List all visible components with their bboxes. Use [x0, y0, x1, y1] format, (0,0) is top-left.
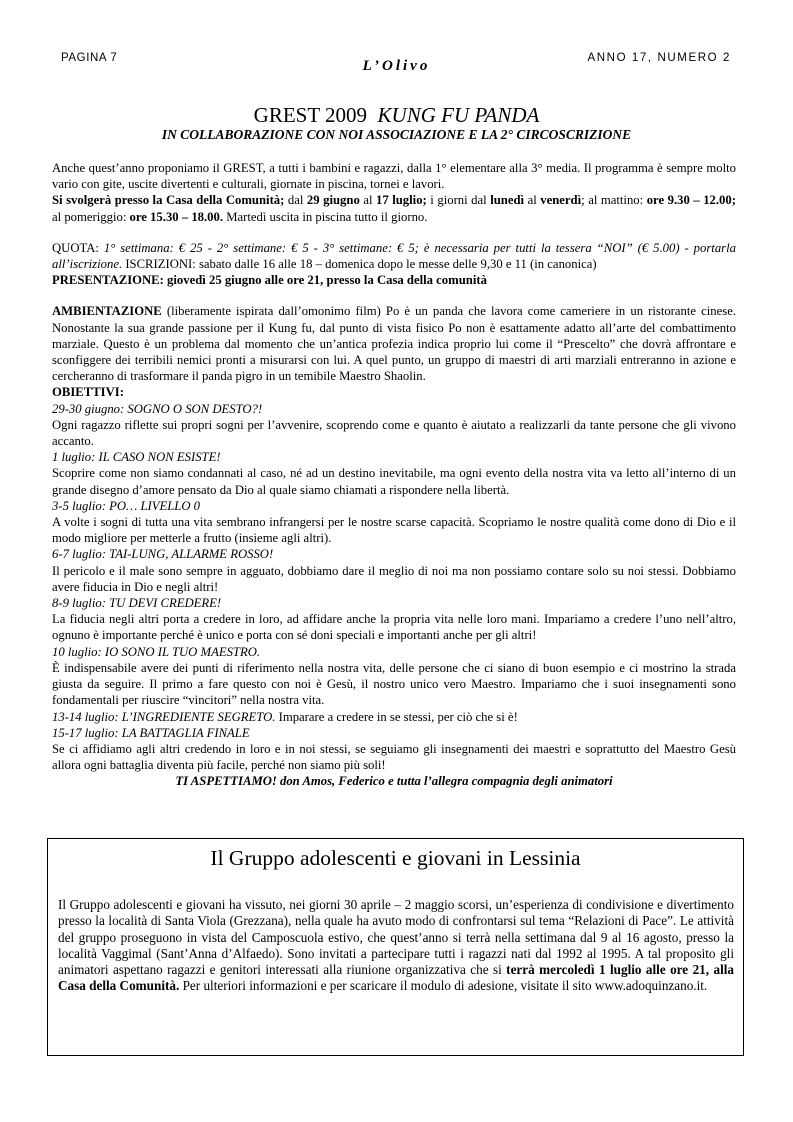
s14: Martedì uscita in piscina tutto il giorno.	[223, 209, 428, 224]
obiettivo-date: 15-17 luglio: LA BATTAGLIA FINALE	[52, 725, 250, 740]
obiettivo-date: 6-7 luglio: TAI-LUNG, ALLARME ROSSO!	[52, 547, 274, 562]
obiettivi-heading: OBIETTIVI:	[52, 385, 124, 400]
obiettivo-date: 8-9 luglio: TU DEVI CREDERE!	[52, 596, 222, 611]
box-body	[58, 897, 734, 995]
box-title: Il Gruppo adolescenti e giovani in Lessinia	[210, 846, 581, 870]
s1: Si svolgerà presso la Casa della Comunità;	[52, 193, 285, 208]
iscrizioni-text: ISCRIZIONI: sabato dalle 16 alle 18 – domenica dopo le messe delle 9,30 e 11 (in canonica)	[122, 257, 597, 272]
s6: i giorni dal	[426, 193, 491, 208]
quota-label: QUOTA:	[52, 240, 104, 255]
obiettivo-date: 10 luglio: IO SONO IL TUO MAESTRO.	[52, 644, 261, 659]
obiettivi-list	[52, 401, 736, 774]
ambientazione-text: (liberamente ispirata dall’omonimo film) Po è un panda che lavora come cameriere in un ristorante cinese. Nonostante la sua grande passione per il Kung fu, dal punto di vista fisico Po non è esattamente adatto all’arte del combattimento marziale. Questo è un problema dal momento che un’antica profezia indica proprio lui come il “Prescelto” che dovrà affrontare e sconfiggere dei terribili nemici pronti a misurarsi con lui. A quel punto, un gruppo di maestri di arti marziali entreranno in azione e cercheranno di trasformare il panda pigro in un temibile Maestro Shaolin.	[52, 304, 736, 384]
quota-text: 1° settimana: € 25 - 2° settimane: € 5 - 3° settimane: € 5; è necessaria per tutti la tessera “NOI” (€ 5.00) - portarla all’iscrizione.	[52, 240, 736, 272]
article-subtitle: IN COLLABORAZIONE CON NOI ASSOCIAZIONE E LA 2° CIRCOSCRIZIONE	[161, 127, 632, 142]
s11: ore 9.30 – 12.00;	[646, 193, 736, 208]
article-body	[52, 160, 736, 790]
obiettivo-text: Scoprire come non siamo condannati al caso, né ad un destino inevitabile, ma ogni evento della nostra vita va letto all’interno di un grande disegno d’amore pensato da Dio al quale siamo chiamati a rispondere nella libertà.	[52, 466, 736, 497]
obiettivo-text: Se ci affidiamo agli altri credendo in loro e in noi stessi, se seguiamo gli insegnamenti dei maestri e soprattutto del Maestro Gesù allora ogni battaglia diventa più facile, perché non siamo più soli!	[52, 741, 736, 773]
obiettivo-text: Ogni ragazzo riflette sui propri sogni per l’avvenire, scoprendo come e quanto è aiutato a realizzarli da tante persone che gli vivono accanto.	[52, 417, 736, 449]
s2: dal	[284, 193, 307, 208]
box-paragraph	[58, 897, 734, 995]
title-italic: KUNG FU PANDA	[377, 103, 540, 127]
issue-number: ANNO 17, NUMERO 2	[587, 52, 731, 64]
box-text-1: Il Gruppo adolescenti e giovani ha vissuto, nei giorni 30 aprile – 2 maggio scorsi, un’esperienza di condivisione e divertimento presso la località di Santa Viola (Grezzana), nella quale ha avuto modo di confrontarsi sul tema “Relazioni di Pace”. Le attività del gruppo proseguono in vista del Camposcuola estivo, che quest’anno si terrà nella settimana dal 9 al 16 agosto, presso la località Vaggimal (Sant’Anna d’Alfaedo). Sono invitati a partecipare tutti i ragazzi nati dal 1992 al 1995. A tal proposito gli animatori aspettano ragazzi e genitori interessati alla riunione organizzativa che si	[58, 897, 734, 978]
s9: venerdì	[540, 193, 582, 208]
ambientazione-label: AMBIENTAZIONE	[52, 304, 162, 319]
obiettivo-text: Il pericolo e il male sono sempre in agguato, dobbiamo dare il meglio di noi ma non possiamo contare solo su noi stessi. Dobbiamo avere fiducia in Dio e negli altri!	[52, 563, 736, 594]
ambientazione-paragraph	[52, 303, 736, 384]
obiettivo-date: 13-14 luglio: L’INGREDIENTE SEGRETO.	[52, 709, 276, 724]
obiettivo-date: 1 luglio: IL CASO NON ESISTE!	[52, 450, 221, 465]
box-text-bold: terrà mercoledì 1 luglio alle ore 21, alla Casa della Comunità.	[58, 962, 734, 994]
schedule-paragraph	[52, 192, 736, 224]
obiettivo-text: È indispensabile avere dei punti di riferimento nella nostra vita, delle persone che ci siano di buon esempio e ci mostrino la strada giusta da seguire. Il primo a fare questo con noi è Gesù, il nostro unico vero Maestro. Impariamo che i suoi insegnamenti sono fondamentali per riuscire “vincitori” nella nostra vita.	[52, 660, 736, 708]
s7: lunedì	[490, 193, 525, 208]
page-number: PAGINA 7	[61, 52, 118, 64]
title-plain: GREST 2009	[253, 103, 368, 127]
closing-signature: TI ASPETTIAMO! don Amos, Federico e tutta l’allegra compagnia degli animatori	[175, 774, 613, 789]
obiettivo-text: La fiducia negli altri porta a credere in loro, ad affidare anche la propria vita nelle loro mani. Impariamo a credere l’uno nell’altro, ognuno è importante perché è unico e porta con sé doni speciali e importanti anche per gli altri!	[52, 612, 736, 643]
obiettivo-date: 29-30 giugno: SOGNO O SON DESTO?!	[52, 401, 263, 416]
article-title	[0, 103, 793, 128]
box-text-2: Per ulteriori informazioni e per scaricare il modulo di adesione, visitate il sito www.adoquinzano.it.	[179, 978, 708, 994]
obiettivo-inline	[52, 709, 736, 725]
obiettivo-text: A volte i sogni di tutta una vita sembrano infrangersi per le nostre scarse capacità. Scopriamo le nostre qualità come dono di Dio e il modo migliore per metterle a frutto (insieme agli altri).	[52, 515, 736, 546]
s8: al	[524, 193, 541, 208]
intro-paragraph: Anche quest’anno proponiamo il GREST, a tutti i bambini e ragazzi, dalla 1° elementare alla 3° media. Il programma è sempre molto vario con gite, uscite divertenti e culturali, giornate in piscina, tornei e lavori.	[52, 161, 736, 192]
newsletter-name: L’Olivo	[362, 58, 431, 74]
quota-paragraph	[52, 240, 736, 272]
obiettivo-text: Imparare a credere in se stessi, per ciò che si è!	[275, 709, 518, 724]
s4: al	[359, 193, 377, 208]
s5: 17 luglio;	[376, 193, 427, 208]
s13: ore 15.30 – 18.00.	[129, 209, 224, 224]
presentazione: PRESENTAZIONE: giovedì 25 giugno alle ore 21, presso la Casa della comunità	[52, 273, 487, 288]
s12: al pomeriggio:	[52, 209, 130, 224]
s3: 29 giugno	[306, 193, 360, 208]
s10: ; al mattino:	[581, 193, 647, 208]
obiettivo-date: 3-5 luglio: PO… LIVELLO 0	[52, 498, 201, 513]
